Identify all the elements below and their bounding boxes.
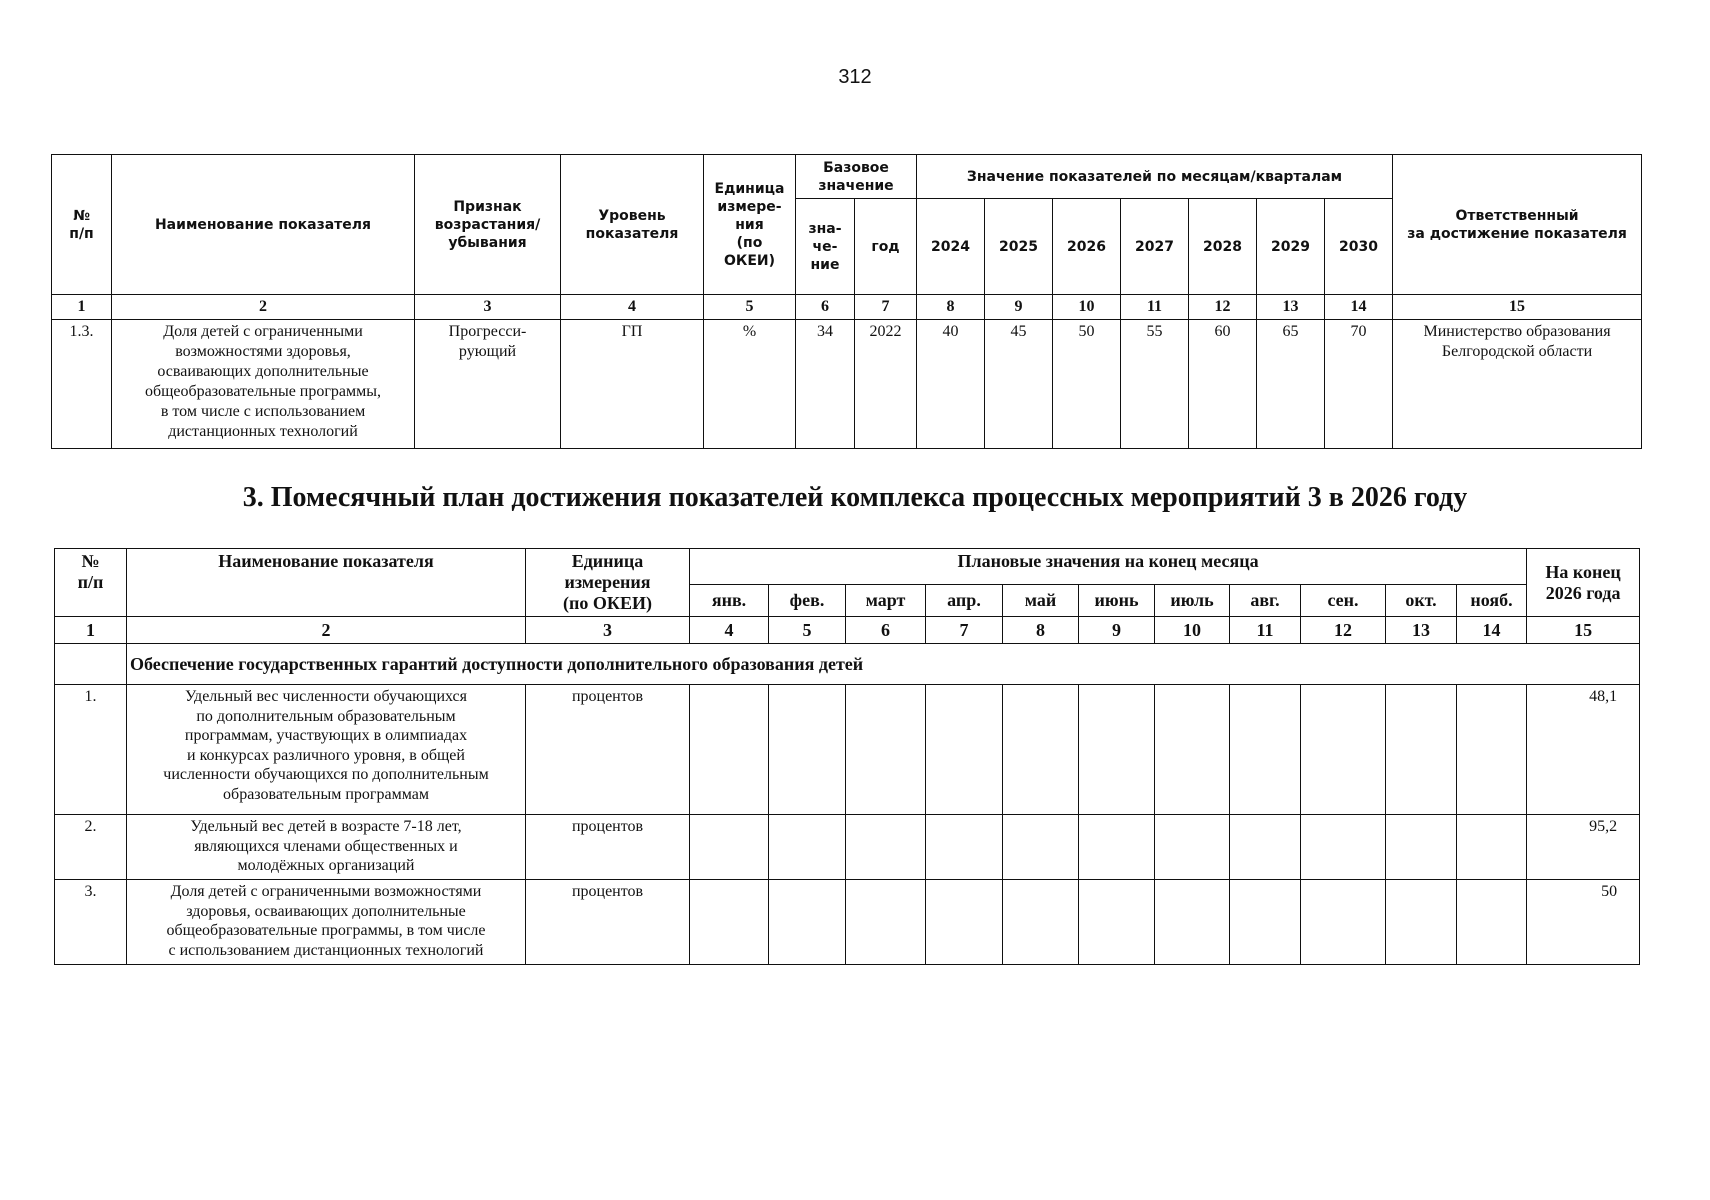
column-number: 14: [1457, 617, 1527, 644]
month-cell: [1079, 815, 1155, 880]
month-cell: [1079, 685, 1155, 815]
column-number: 1: [52, 295, 112, 320]
monthly-plan-table: [54, 548, 1640, 965]
month-cell: [1230, 685, 1301, 815]
header-month: окт.: [1386, 585, 1457, 617]
column-number: 7: [855, 295, 917, 320]
header-base: Базовое значение: [796, 155, 917, 199]
header-year: 2030: [1325, 199, 1393, 295]
column-number: 5: [769, 617, 846, 644]
header-year: 2028: [1189, 199, 1257, 295]
month-cell: [1155, 815, 1230, 880]
section-title: 3. Помесячный план достижения показателей комплекса процессных мероприятий 3 в 2026 году: [242, 482, 1468, 513]
column-number: 13: [1386, 617, 1457, 644]
column-number: 14: [1325, 295, 1393, 320]
row-year-end: 95,2: [1527, 815, 1640, 880]
row-year-end: 50: [1527, 880, 1640, 965]
header-month: июль: [1155, 585, 1230, 617]
header-month: янв.: [690, 585, 769, 617]
month-cell: [1386, 685, 1457, 815]
row-name: Удельный вес детей в возрасте 7-18 лет, являющихся членами общественных и молодёжных организаций: [127, 815, 526, 880]
row-value: 65: [1257, 320, 1325, 449]
month-cell: [1457, 815, 1527, 880]
month-cell: [690, 685, 769, 815]
month-cell: [926, 880, 1003, 965]
header-year: 2029: [1257, 199, 1325, 295]
row-unit: процентов: [526, 815, 690, 880]
column-number: 12: [1189, 295, 1257, 320]
row-value: 50: [1053, 320, 1121, 449]
page-number: 312: [838, 66, 872, 88]
header-year: 2027: [1121, 199, 1189, 295]
column-number: 6: [796, 295, 855, 320]
month-cell: [690, 880, 769, 965]
column-number: 3: [526, 617, 690, 644]
month-cell: [1155, 685, 1230, 815]
column-number: 15: [1393, 295, 1642, 320]
header-year: 2026: [1053, 199, 1121, 295]
group-row: [55, 644, 1640, 685]
header-trend: Признак возрастания/ убывания: [415, 155, 561, 295]
month-cell: [1079, 880, 1155, 965]
column-number: 4: [561, 295, 704, 320]
column-number: 15: [1527, 617, 1640, 644]
header-plan-group: Плановые значения на конец месяца: [690, 549, 1527, 585]
column-number: 1: [55, 617, 127, 644]
header-responsible: Ответственный за достижение показателя: [1393, 155, 1642, 295]
month-cell: [1457, 685, 1527, 815]
month-cell: [1386, 815, 1457, 880]
header-month: нояб.: [1457, 585, 1527, 617]
column-numbers-row: [52, 295, 1642, 320]
row-value: 45: [985, 320, 1053, 449]
table-row: [55, 880, 1640, 965]
header-base-value: зна- че- ние: [796, 199, 855, 295]
header-unit: Единица измере- ния (по ОКЕИ): [704, 155, 796, 295]
group-empty-cell: [55, 644, 127, 685]
month-cell: [769, 880, 846, 965]
column-number: 10: [1155, 617, 1230, 644]
header-unit: Единица измерения (по ОКЕИ): [526, 549, 690, 617]
month-cell: [690, 815, 769, 880]
month-cell: [1457, 880, 1527, 965]
column-number: 9: [985, 295, 1053, 320]
month-cell: [846, 880, 926, 965]
month-cell: [1155, 880, 1230, 965]
header-level: Уровень показателя: [561, 155, 704, 295]
row-base-year: 2022: [855, 320, 917, 449]
month-cell: [1003, 685, 1079, 815]
column-number: 10: [1053, 295, 1121, 320]
month-cell: [1003, 880, 1079, 965]
month-cell: [926, 815, 1003, 880]
table-row: [52, 320, 1642, 449]
table-row: [55, 815, 1640, 880]
table-row: [55, 685, 1640, 815]
column-numbers-row: [55, 617, 1640, 644]
column-number: 12: [1301, 617, 1386, 644]
indicators-table: [51, 154, 1642, 449]
header-num: № п/п: [52, 155, 112, 295]
row-name: Доля детей с ограниченными возможностями здоровья, осваивающих дополнительные общеобразовательные программы, в том числе с использованием дистанционных технологий: [112, 320, 415, 449]
column-number: 6: [846, 617, 926, 644]
header-year: 2025: [985, 199, 1053, 295]
header-base-year: год: [855, 199, 917, 295]
column-number: 11: [1230, 617, 1301, 644]
row-name: Удельный вес численности обучающихся по дополнительным образовательным программам, участвующих в олимпиадах и конкурсах различного уровня, в общей численности обучающихся по дополнительным образовательным программам: [127, 685, 526, 815]
header-name: Наименование показателя: [127, 549, 526, 617]
column-number: 2: [127, 617, 526, 644]
row-value: 60: [1189, 320, 1257, 449]
month-cell: [1301, 880, 1386, 965]
row-year-end: 48,1: [1527, 685, 1640, 815]
month-cell: [846, 815, 926, 880]
header-month: март: [846, 585, 926, 617]
column-number: 3: [415, 295, 561, 320]
row-unit: процентов: [526, 880, 690, 965]
month-cell: [1386, 880, 1457, 965]
row-num: 1.: [55, 685, 127, 815]
row-num: 1.3.: [52, 320, 112, 449]
month-cell: [769, 815, 846, 880]
column-number: 13: [1257, 295, 1325, 320]
header-month: авг.: [1230, 585, 1301, 617]
header-month: июнь: [1079, 585, 1155, 617]
header-name: Наименование показателя: [112, 155, 415, 295]
group-title: Обеспечение государственных гарантий доступности дополнительного образования детей: [127, 644, 1640, 685]
month-cell: [1003, 815, 1079, 880]
header-values-group: Значение показателей по месяцам/кварталам: [917, 155, 1393, 199]
row-value: 40: [917, 320, 985, 449]
month-cell: [769, 685, 846, 815]
row-value: 55: [1121, 320, 1189, 449]
month-cell: [846, 685, 926, 815]
column-number: 7: [926, 617, 1003, 644]
column-number: 8: [1003, 617, 1079, 644]
month-cell: [1301, 815, 1386, 880]
header-year-end: На конец 2026 года: [1527, 549, 1640, 617]
row-level: ГП: [561, 320, 704, 449]
month-cell: [1230, 815, 1301, 880]
month-cell: [1230, 880, 1301, 965]
row-trend: Прогресси- рующий: [415, 320, 561, 449]
header-month: фев.: [769, 585, 846, 617]
month-cell: [926, 685, 1003, 815]
column-number: 8: [917, 295, 985, 320]
row-name: Доля детей с ограниченными возможностями здоровья, осваивающих дополнительные общеобразовательные программы, в том числе с использованием дистанционных технологий: [127, 880, 526, 965]
header-month: апр.: [926, 585, 1003, 617]
row-value: 70: [1325, 320, 1393, 449]
column-number: 11: [1121, 295, 1189, 320]
month-cell: [1301, 685, 1386, 815]
column-number: 9: [1079, 617, 1155, 644]
header-num: № п/п: [55, 549, 127, 617]
column-number: 2: [112, 295, 415, 320]
row-unit: процентов: [526, 685, 690, 815]
row-base-value: 34: [796, 320, 855, 449]
column-number: 5: [704, 295, 796, 320]
header-year: 2024: [917, 199, 985, 295]
header-month: май: [1003, 585, 1079, 617]
row-num: 2.: [55, 815, 127, 880]
row-responsible: Министерство образования Белгородской области: [1393, 320, 1642, 449]
row-unit: %: [704, 320, 796, 449]
header-month: сен.: [1301, 585, 1386, 617]
column-number: 4: [690, 617, 769, 644]
row-num: 3.: [55, 880, 127, 965]
